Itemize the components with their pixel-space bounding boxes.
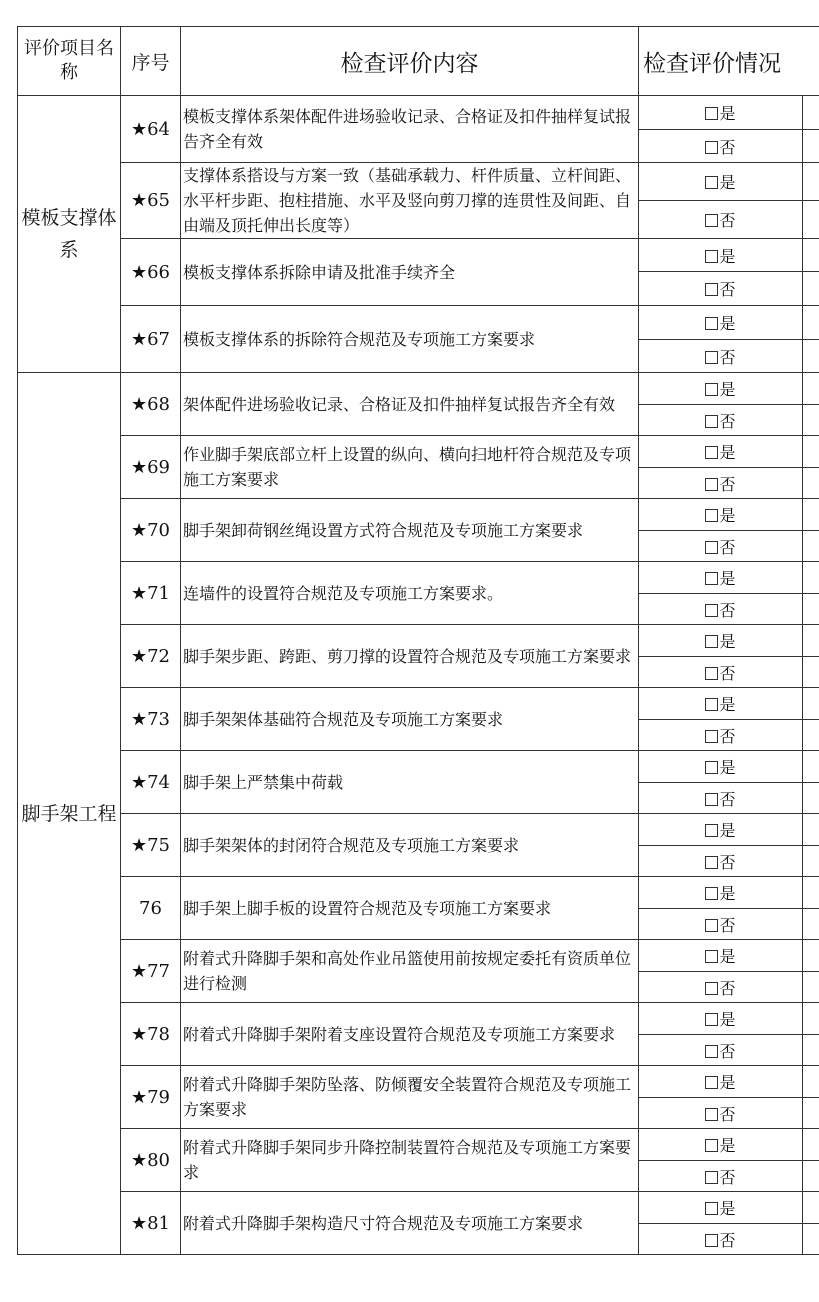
remark-cell xyxy=(803,1035,819,1066)
yes-label: 是 xyxy=(719,695,736,714)
yes-option[interactable] xyxy=(639,688,803,720)
yes-label: 是 xyxy=(719,884,736,903)
yes-label: 是 xyxy=(719,1010,736,1029)
no-label: 否 xyxy=(719,474,736,494)
checkbox-yes[interactable] xyxy=(705,1139,718,1152)
table-row xyxy=(18,1066,819,1098)
table-row xyxy=(18,751,819,783)
remark-cell xyxy=(803,499,819,531)
checkbox-no[interactable] xyxy=(705,415,718,428)
item-number: ★70 xyxy=(121,499,181,562)
remark-cell xyxy=(803,531,819,562)
item-content: 脚手架卸荷钢丝绳设置方式符合规范及专项施工方案要求 xyxy=(181,499,639,562)
yes-option[interactable] xyxy=(639,1003,803,1035)
yes-label: 是 xyxy=(719,380,736,399)
header-row xyxy=(18,27,819,96)
remark-cell xyxy=(803,846,819,877)
yes-option[interactable] xyxy=(639,239,803,272)
remark-cell xyxy=(803,130,819,163)
yes-option[interactable] xyxy=(639,499,803,531)
item-number: ★73 xyxy=(121,688,181,751)
checkbox-no[interactable] xyxy=(705,1234,718,1247)
item-number: ★74 xyxy=(121,751,181,814)
checkbox-yes[interactable] xyxy=(705,446,718,459)
item-number: ★69 xyxy=(121,436,181,499)
remark-cell xyxy=(803,272,819,306)
no-option[interactable] xyxy=(639,531,803,562)
item-content: 脚手架上严禁集中荷载 xyxy=(181,751,639,814)
checkbox-no[interactable] xyxy=(705,283,718,296)
remark-cell xyxy=(803,1192,819,1224)
item-content: 作业脚手架底部立杆上设置的纵向、横向扫地杆符合规范及专项施工方案要求 xyxy=(181,436,639,499)
checkbox-yes[interactable] xyxy=(705,1076,718,1089)
checkbox-yes[interactable] xyxy=(705,1013,718,1026)
yes-label: 是 xyxy=(719,632,736,651)
item-number: ★72 xyxy=(121,625,181,688)
table-row xyxy=(18,96,819,130)
remark-cell xyxy=(803,972,819,1003)
checkbox-yes[interactable] xyxy=(705,176,718,189)
table-row xyxy=(18,625,819,657)
no-option[interactable] xyxy=(639,909,803,940)
item-number: ★81 xyxy=(121,1192,181,1255)
checkbox-yes[interactable] xyxy=(705,572,718,585)
no-option[interactable] xyxy=(639,1098,803,1129)
no-option[interactable] xyxy=(639,272,803,306)
no-label: 否 xyxy=(719,1230,736,1250)
no-label: 否 xyxy=(719,852,736,872)
item-content: 模板支撑体系拆除申请及批准手续齐全 xyxy=(181,239,639,306)
checkbox-yes[interactable] xyxy=(705,509,718,522)
remark-cell xyxy=(803,688,819,720)
checkbox-no[interactable] xyxy=(705,541,718,554)
yes-option[interactable] xyxy=(639,163,803,201)
checkbox-no[interactable] xyxy=(705,667,718,680)
no-label: 否 xyxy=(719,726,736,746)
remark-cell xyxy=(803,657,819,688)
checkbox-no[interactable] xyxy=(705,730,718,743)
category-cell xyxy=(18,96,121,373)
remark-cell xyxy=(803,239,819,272)
checkbox-no[interactable] xyxy=(705,919,718,932)
item-content: 脚手架步距、跨距、剪刀撑的设置符合规范及专项施工方案要求 xyxy=(181,625,639,688)
yes-option[interactable] xyxy=(639,751,803,783)
table-row xyxy=(18,814,819,846)
remark-cell xyxy=(803,306,819,340)
item-content: 连墙件的设置符合规范及专项施工方案要求。 xyxy=(181,562,639,625)
remark-cell xyxy=(803,625,819,657)
category-label: 模板支撑体系 xyxy=(21,207,117,261)
remark-cell xyxy=(803,1129,819,1161)
checkbox-yes[interactable] xyxy=(705,824,718,837)
yes-label: 是 xyxy=(719,506,736,525)
no-label: 否 xyxy=(719,663,736,683)
item-content: 附着式升降脚手架附着支座设置符合规范及专项施工方案要求 xyxy=(181,1003,639,1066)
table-row xyxy=(18,436,819,468)
no-option[interactable] xyxy=(639,1224,803,1255)
no-label: 否 xyxy=(719,978,736,998)
yes-label: 是 xyxy=(719,314,736,333)
no-label: 否 xyxy=(719,1104,736,1124)
checkbox-yes[interactable] xyxy=(705,1202,718,1215)
checkbox-no[interactable] xyxy=(705,856,718,869)
yes-label: 是 xyxy=(719,947,736,966)
item-number: ★66 xyxy=(121,239,181,306)
no-option[interactable] xyxy=(639,1161,803,1192)
checkbox-yes[interactable] xyxy=(705,698,718,711)
table-row xyxy=(18,877,819,909)
checkbox-yes[interactable] xyxy=(705,761,718,774)
checkbox-no[interactable] xyxy=(705,1171,718,1184)
yes-label: 是 xyxy=(719,821,736,840)
item-content: 脚手架架体的封闭符合规范及专项施工方案要求 xyxy=(181,814,639,877)
no-option[interactable] xyxy=(639,972,803,1003)
checkbox-yes[interactable] xyxy=(705,635,718,648)
checkbox-no[interactable] xyxy=(705,351,718,364)
checkbox-yes[interactable] xyxy=(705,950,718,963)
header-category: 评价项目名称 xyxy=(18,27,121,96)
table-row xyxy=(18,940,819,972)
remark-cell xyxy=(803,373,819,405)
no-label: 否 xyxy=(719,1167,736,1187)
no-option[interactable] xyxy=(639,594,803,625)
checkbox-yes[interactable] xyxy=(705,250,718,263)
remark-cell xyxy=(803,1161,819,1192)
item-number: ★78 xyxy=(121,1003,181,1066)
checkbox-yes[interactable] xyxy=(705,107,718,120)
remark-cell xyxy=(803,163,819,201)
checkbox-yes[interactable] xyxy=(705,383,718,396)
no-label: 否 xyxy=(719,789,736,809)
table-row xyxy=(18,373,819,405)
item-content: 脚手架上脚手板的设置符合规范及专项施工方案要求 xyxy=(181,877,639,940)
remark-cell xyxy=(803,405,819,436)
remark-cell xyxy=(803,340,819,373)
no-option[interactable] xyxy=(639,130,803,163)
checkbox-yes[interactable] xyxy=(705,887,718,900)
checkbox-no[interactable] xyxy=(705,1045,718,1058)
no-option[interactable] xyxy=(639,783,803,814)
table-row xyxy=(18,239,819,272)
category-label: 脚手架工程 xyxy=(21,802,117,825)
remark-cell xyxy=(803,96,819,130)
remark-cell xyxy=(803,201,819,239)
checkbox-no[interactable] xyxy=(705,604,718,617)
header-number: 序号 xyxy=(121,27,181,96)
yes-label: 是 xyxy=(719,246,736,266)
remark-cell xyxy=(803,562,819,594)
table-row xyxy=(18,499,819,531)
item-content: 附着式升降脚手架同步升降控制装置符合规范及专项施工方案要求 xyxy=(181,1129,639,1192)
remark-cell xyxy=(803,594,819,625)
no-label: 否 xyxy=(719,915,736,935)
table-row xyxy=(18,1192,819,1224)
no-label: 否 xyxy=(719,211,736,230)
no-option[interactable] xyxy=(639,846,803,877)
yes-option[interactable] xyxy=(639,436,803,468)
remark-cell xyxy=(803,814,819,846)
yes-option[interactable] xyxy=(639,1066,803,1098)
item-content: 脚手架架体基础符合规范及专项施工方案要求 xyxy=(181,688,639,751)
remark-cell xyxy=(803,751,819,783)
item-number: ★67 xyxy=(121,306,181,373)
no-label: 否 xyxy=(719,347,736,367)
remark-cell xyxy=(803,940,819,972)
remark-cell xyxy=(803,1224,819,1255)
no-option[interactable] xyxy=(639,720,803,751)
yes-option[interactable] xyxy=(639,562,803,594)
yes-label: 是 xyxy=(719,1136,736,1155)
item-number: 76 xyxy=(121,877,181,940)
remark-cell xyxy=(803,909,819,940)
item-content: 附着式升降脚手架构造尺寸符合规范及专项施工方案要求 xyxy=(181,1192,639,1255)
item-number: ★77 xyxy=(121,940,181,1003)
yes-option[interactable] xyxy=(639,625,803,657)
checkbox-no[interactable] xyxy=(705,214,718,227)
remark-cell xyxy=(803,468,819,499)
checkbox-no[interactable] xyxy=(705,982,718,995)
yes-option[interactable] xyxy=(639,1129,803,1161)
yes-label: 是 xyxy=(719,758,736,777)
inspection-table xyxy=(17,26,819,1255)
yes-label: 是 xyxy=(719,1199,736,1218)
header-content: 检查评价内容 xyxy=(181,27,639,96)
table-row xyxy=(18,1129,819,1161)
category-cell xyxy=(18,373,121,1255)
yes-option[interactable] xyxy=(639,96,803,130)
item-number: ★68 xyxy=(121,373,181,436)
remark-cell xyxy=(803,1066,819,1098)
table-row xyxy=(18,306,819,340)
table-row xyxy=(18,688,819,720)
remark-cell xyxy=(803,720,819,751)
table-row xyxy=(18,562,819,594)
no-option[interactable] xyxy=(639,1035,803,1066)
yes-label: 是 xyxy=(719,443,736,462)
item-number: ★64 xyxy=(121,96,181,163)
yes-label: 是 xyxy=(719,173,736,192)
no-label: 否 xyxy=(719,1041,736,1061)
yes-option[interactable] xyxy=(639,940,803,972)
yes-option[interactable] xyxy=(639,373,803,405)
yes-label: 是 xyxy=(719,569,736,588)
item-content: 附着式升降脚手架和高处作业吊篮使用前按规定委托有资质单位进行检测 xyxy=(181,940,639,1003)
item-content: 模板支撑体系架体配件进场验收记录、合格证及扣件抽样复试报告齐全有效 xyxy=(181,96,639,163)
remark-cell xyxy=(803,783,819,814)
item-content: 附着式升降脚手架防坠落、防倾覆安全装置符合规范及专项施工方案要求 xyxy=(181,1066,639,1129)
yes-label: 是 xyxy=(719,1073,736,1092)
table-row xyxy=(18,1003,819,1035)
yes-option[interactable] xyxy=(639,814,803,846)
checkbox-no[interactable] xyxy=(705,141,718,154)
yes-option[interactable] xyxy=(639,877,803,909)
item-number: ★80 xyxy=(121,1129,181,1192)
yes-label: 是 xyxy=(719,104,736,123)
item-content: 支撑体系搭设与方案一致（基础承载力、杆件质量、立杆间距、水平杆步距、抱柱措施、水平及竖向剪刀撑的连贯性及间距、自由端及顶托伸出长度等） xyxy=(181,163,639,239)
checkbox-no[interactable] xyxy=(705,793,718,806)
yes-option[interactable] xyxy=(639,1192,803,1224)
item-number: ★75 xyxy=(121,814,181,877)
remark-cell xyxy=(803,1098,819,1129)
no-label: 否 xyxy=(719,137,736,157)
item-number: ★65 xyxy=(121,163,181,239)
remark-cell xyxy=(803,877,819,909)
table-row xyxy=(18,163,819,201)
checkbox-no[interactable] xyxy=(705,1108,718,1121)
item-number: ★71 xyxy=(121,562,181,625)
no-option[interactable] xyxy=(639,201,803,239)
table-body xyxy=(18,96,819,1255)
no-option[interactable] xyxy=(639,340,803,373)
yes-option[interactable] xyxy=(639,306,803,340)
no-option[interactable] xyxy=(639,405,803,436)
no-label: 否 xyxy=(719,280,736,299)
no-label: 否 xyxy=(719,411,736,431)
no-option[interactable] xyxy=(639,468,803,499)
item-number: ★79 xyxy=(121,1066,181,1129)
no-label: 否 xyxy=(719,537,736,557)
checkbox-yes[interactable] xyxy=(705,317,718,330)
remark-cell xyxy=(803,1003,819,1035)
item-content: 架体配件进场验收记录、合格证及扣件抽样复试报告齐全有效 xyxy=(181,373,639,436)
no-label: 否 xyxy=(719,600,736,620)
header-evaluation: 检查评价情况 xyxy=(639,27,819,96)
item-content: 模板支撑体系的拆除符合规范及专项施工方案要求 xyxy=(181,306,639,373)
checkbox-no[interactable] xyxy=(705,478,718,491)
no-option[interactable] xyxy=(639,657,803,688)
remark-cell xyxy=(803,436,819,468)
